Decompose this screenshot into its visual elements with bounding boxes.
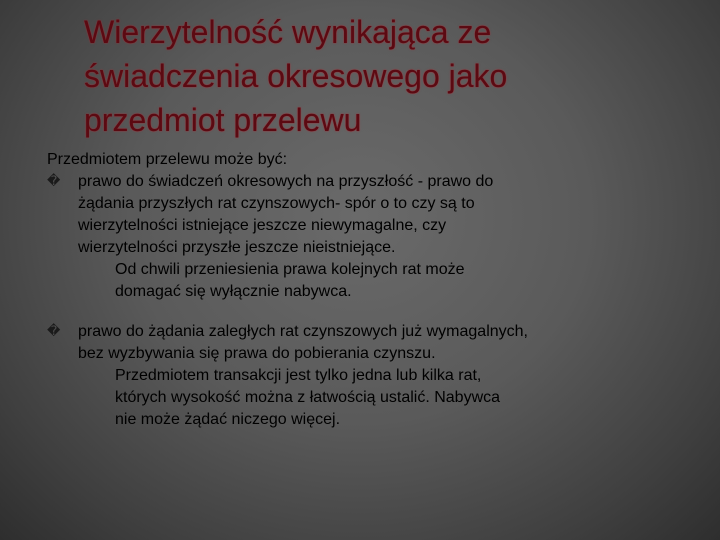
bullet-2-line-2: bez wyzbywania się prawa do pobierania czynszu.	[78, 345, 436, 362]
bullet-item-1	[47, 171, 697, 303]
bullet-icon: �	[47, 174, 61, 189]
slide-title	[84, 10, 684, 142]
slide-body	[47, 149, 697, 431]
bullet-2-note-3: nie może żądać niczego więcej.	[115, 411, 341, 428]
bullet-1-text-1: prawo do świadczeń okresowych na przyszłość - prawo do	[78, 173, 494, 190]
title-line-2: świadczenia okresowego jako	[84, 58, 508, 94]
bullet-1-line-1	[47, 171, 697, 193]
title-line-1: Wierzytelność wynikająca ze	[84, 14, 492, 50]
bullet-2-text-1: prawo do żądania zaległych rat czynszowych już wymagalnych,	[78, 323, 528, 340]
bullet-2-note-1: Przedmiotem transakcji jest tylko jedna lub kilka rat,	[115, 367, 482, 384]
bullet-1-line-3: wierzytelności istniejące jeszcze niewymagalne, czy	[78, 217, 447, 234]
bullet-1-note-2: domagać się wyłącznie nabywca.	[115, 283, 352, 300]
bullet-item-2	[47, 321, 697, 431]
spacer	[47, 303, 697, 321]
bullet-1-note-1: Od chwili przeniesienia prawa kolejnych rat może	[115, 261, 465, 278]
bullet-2-note-2: których wysokość można z łatwością ustalić. Nabywca	[115, 389, 501, 406]
intro-text: Przedmiotem przelewu może być:	[47, 151, 288, 168]
bullet-1-line-2: żądania przyszłych rat czynszowych- spór o to czy są to	[78, 195, 475, 212]
bullet-icon: �	[47, 324, 61, 339]
bullet-1-line-4: wierzytelności przyszłe jeszcze nieistniejące.	[78, 239, 396, 256]
bullet-2-line-1	[47, 321, 697, 343]
title-line-3: przedmiot przelewu	[84, 102, 362, 138]
